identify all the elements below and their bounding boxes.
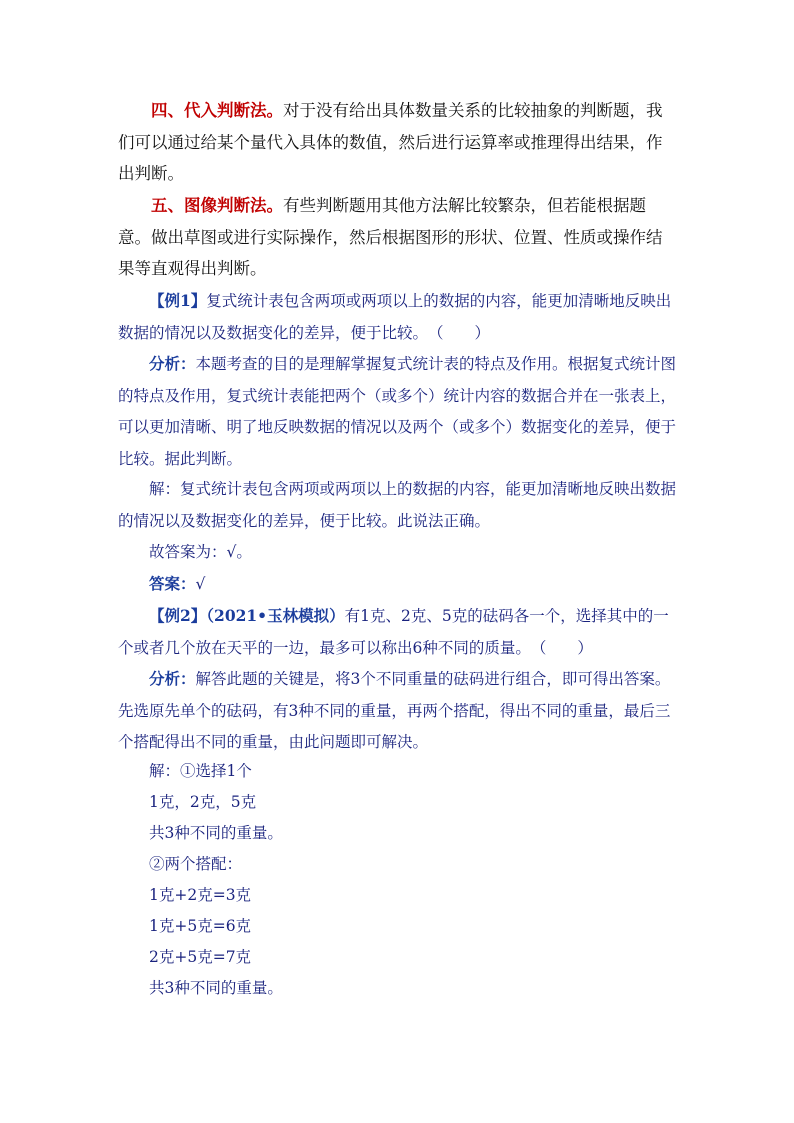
example-1-answer-bracket: （ ） xyxy=(428,323,491,342)
example-1-solution-label: 解： xyxy=(149,480,181,498)
example-1-solution-text: 复式统计表包含两项或两项以上的数据的内容，能更加清晰地反映出数据的情况以及数据变化的差异，便于比较。此说法正确。 xyxy=(118,480,677,530)
example-2-solution-label: 解： xyxy=(149,762,181,780)
example-2-step-2-total: 共3种不同的重量。 xyxy=(149,979,283,997)
example-2-combo: 2克+5克=7克 xyxy=(149,948,252,966)
method-5-paragraph xyxy=(118,190,678,285)
example-2-tag: 【例2】 xyxy=(149,606,207,625)
example-2-answer-bracket: （ ） xyxy=(530,638,593,657)
example-1-question-text: 复式统计表包含两项或两项以上的数据的内容，能更加清晰地反映出数据的情况以及数据变化的差异，便于比较。 xyxy=(118,292,672,342)
example-2-source: （2021•玉林模拟） xyxy=(206,606,345,625)
example-2-analysis-label: 分析： xyxy=(149,669,196,688)
example-1-tag: 【例1】 xyxy=(149,291,207,310)
example-2-step-1-text: ①选择1个 xyxy=(180,762,252,780)
example-2-combo: 1克+5克=6克 xyxy=(149,917,252,935)
example-1-analysis xyxy=(118,348,678,475)
example-1-analysis-label: 分析： xyxy=(149,354,196,373)
example-2-question xyxy=(118,600,678,664)
method-5-body: 有些判断题用其他方法解比较繁杂，但若能根据题意。做出草图或进行实际操作，然后根据图形的形状、位置、性质或操作结果等直观得出判断。 xyxy=(118,196,663,278)
example-1-analysis-text: 本题考查的目的是理解掌握复式统计表的特点及作用。根据复式统计图的特点及作用，复式统计表能把两个（或多个）统计内容的数据合并在一张表上，可以更加清晰、明了地反映数据的情况以及两个（或多个）数据变化的差异，便于比较。据此判断。 xyxy=(118,355,677,468)
example-1-answer xyxy=(149,568,205,601)
example-2-step-1 xyxy=(149,756,252,788)
example-2-step-1-total: 共3种不同的重量。 xyxy=(149,824,283,842)
example-1-solution xyxy=(118,474,678,537)
example-2-analysis xyxy=(118,663,678,759)
example-2-step-2: ②两个搭配： xyxy=(149,855,243,873)
method-4-body: 对于没有给出具体数量关系的比较抽象的判断题，我们可以通过给某个量代入具体的数值，然后进行运算率或推理得出结果，作出判断。 xyxy=(118,101,663,183)
example-2-combo: 1克+2克=3克 xyxy=(149,886,252,904)
example-1-answer-label: 答案： xyxy=(149,574,196,593)
example-2-analysis-text: 解答此题的关键是，将3个不同重量的砝码进行组合，即可得出答案。先选原先单个的砝码，有3种不同的重量，再两个搭配，得出不同的重量，最后三个搭配得出不同的重量，由此问题即可解决。 xyxy=(118,670,671,751)
example-1-question xyxy=(118,285,678,349)
example-1-answer-value: √ xyxy=(195,575,206,593)
example-2-question-text: 有1克、2克、5克的砝码各一个，选择其中的一个或者几个放在天平的一边，最多可以称出6种不同的质量。 xyxy=(118,607,669,657)
method-5-title: 五、图像判断法。 xyxy=(151,196,283,215)
example-2-step-1-values: 1克，2克，5克 xyxy=(149,793,257,811)
example-1-conclusion: 故答案为：√。 xyxy=(149,543,252,561)
method-4-paragraph xyxy=(118,95,678,190)
method-4-title: 四、代入判断法。 xyxy=(151,101,283,120)
